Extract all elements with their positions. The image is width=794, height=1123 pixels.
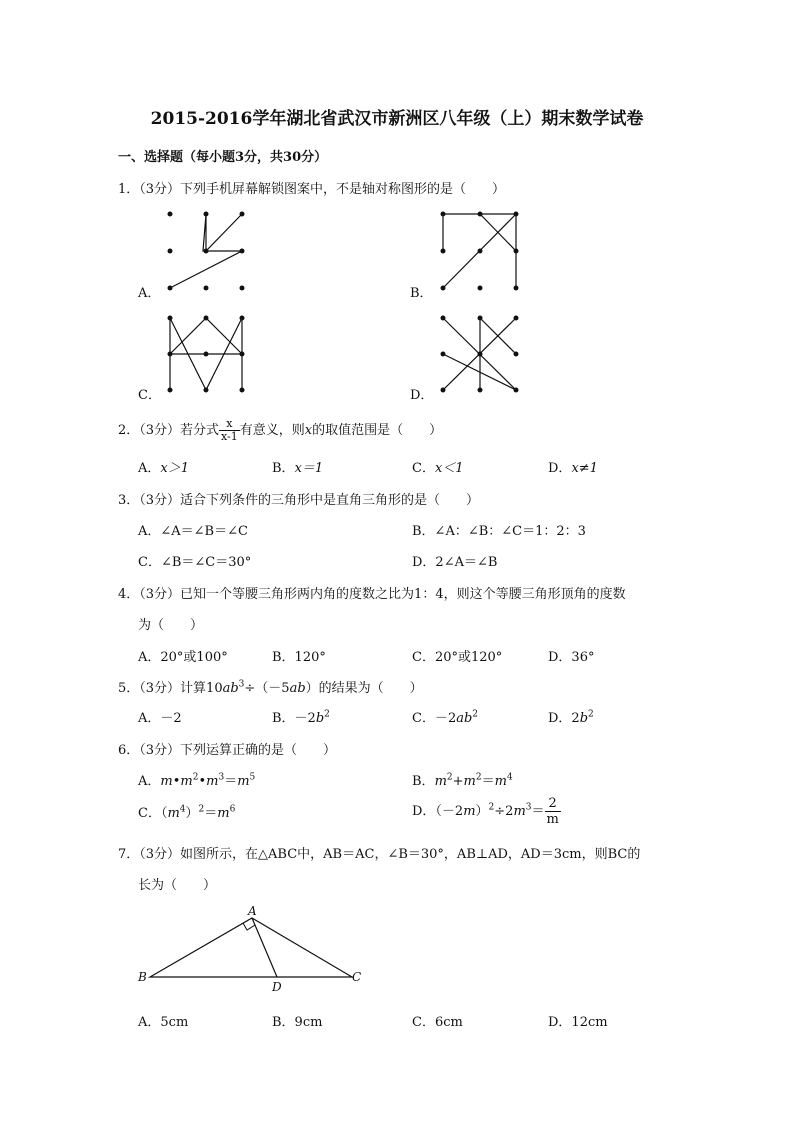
q2-option-d: D．x≠1 — [548, 461, 598, 476]
fig-label-a: A — [248, 904, 257, 918]
q2-suffix2: 的取值范围是（ ） — [312, 423, 443, 438]
q2-option-b: B．x＝1 — [272, 461, 324, 476]
question-3-stem: 3．（3分）适合下列条件的三角形中是直角三角形的是（ ） — [118, 493, 480, 508]
section-heading: 一、选择题（每小题3分，共30分） — [118, 150, 328, 165]
page-title: 2015-2016学年湖北省武汉市新洲区八年级（上）期末数学试卷 — [150, 109, 644, 129]
q3-option-b: B．∠A：∠B：∠C＝1：2：3 — [412, 524, 586, 539]
q7-option-d: D．12cm — [548, 1015, 608, 1030]
q4-option-b: B．120° — [272, 650, 326, 665]
fig-label-d: D — [272, 980, 282, 994]
question-4-stem-line1: 4．（3分）已知一个等腰三角形两内角的度数之比为1：4，则这个等腰三角形顶角的度数 — [118, 587, 626, 602]
q7-option-b: B．9cm — [272, 1015, 323, 1030]
q6-d-fraction: $\frac{2}{m}$ — [546, 796, 559, 827]
q2-option-c: C．x＜1 — [412, 461, 464, 476]
q2-fraction-numerator: x — [226, 417, 233, 430]
q1-option-a-label: A． — [138, 286, 161, 301]
q1-option-d-label: D． — [410, 388, 434, 403]
question-5-stem: 5．（3分）计算$10ab^3\div(-5ab)$的结果为（ ） — [118, 679, 423, 696]
q6-option-b: B．$m^2+m^2=m^4$ — [412, 772, 513, 789]
question-6-stem: 6．（3分）下列运算正确的是（ ） — [118, 743, 337, 758]
q6-option-a: A．$m•m^2•m^3=m^5$ — [138, 772, 256, 789]
q7-option-c: C．6cm — [412, 1015, 463, 1030]
question-1-stem: 1．（3分）下列手机屏幕解锁图案中，不是轴对称图形的是（ ） — [118, 182, 506, 197]
q5-option-b: B．$-2b^2$ — [272, 709, 330, 726]
q5-option-c: C．$-2ab^2$ — [412, 709, 479, 726]
q2-fraction-denominator: x-1 — [221, 430, 238, 443]
q4-option-c: C．20°或120° — [412, 650, 503, 665]
q6-option-d: D．$(-2m)^2\div 2m^3=$ $\frac{2}{m}$ — [412, 796, 559, 827]
q1-option-c-label: C． — [138, 388, 161, 403]
question-7-stem-line1: 7．（3分）如图所示，在△ABC中，AB＝AC，∠B＝30°，AB⊥AD，AD＝3cm，则BC的 — [118, 847, 641, 862]
question-4-stem-line2: 为（ ） — [138, 618, 204, 633]
q2-suffix: 有意义，则 — [239, 423, 305, 438]
q5-option-a: A．－2 — [138, 711, 182, 726]
q7-option-a: A．5cm — [138, 1015, 189, 1030]
q1-option-b-label: B． — [410, 286, 433, 301]
q2-prefix: 2．（3分）若分式 — [118, 423, 220, 438]
fig-label-b: B — [138, 970, 147, 984]
q3-option-c: C．∠B＝∠C＝30° — [138, 555, 252, 570]
q5-option-d: D．$2b^2$ — [548, 709, 594, 726]
q4-option-d: D．36° — [548, 650, 595, 665]
q2-variable: x — [304, 423, 313, 438]
fig-label-c: C — [352, 970, 362, 984]
q6-option-c: C．$(m^4)^2=m^6$ — [138, 804, 236, 821]
q3-option-d: D．2∠A＝∠B — [412, 555, 498, 570]
question-7-stem-line2: 长为（ ） — [138, 878, 217, 893]
q3-option-a: A．∠A＝∠B＝∠C — [138, 524, 248, 539]
q4-option-a: A．20°或100° — [138, 650, 228, 665]
q2-option-a: A．x＞1 — [138, 461, 189, 476]
